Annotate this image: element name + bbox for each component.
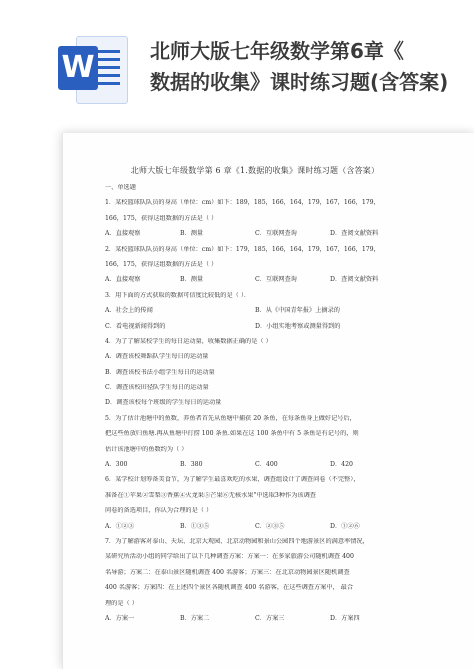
option: B．380	[180, 461, 203, 469]
option: D．①②⑥	[330, 522, 360, 530]
document-body	[105, 165, 405, 630]
question-7-cont: 某研究所活动小组的同学给出了以下几种调查方案：方案一：在多家旅游公司随机调查 400	[105, 553, 354, 561]
question-3: 3．用下面的方式获取的数据可信度比较低的是（ ）．	[105, 291, 251, 299]
option: D．小组实地考察或测量得到的	[255, 322, 341, 330]
question-5: 5．为了估计池塘中的鱼数，养鱼者首先从鱼塘中捕获 20 条鱼，在每条鱼身上做好记号后，	[105, 414, 356, 422]
word-document-icon	[58, 34, 130, 104]
option: C．调查该校田径队学生每日的运动量	[105, 384, 209, 392]
option: A．300	[105, 461, 128, 469]
question-7-cont: 名导游；方案二：在泰山景区随机调查 400 名游客；方案三：在北京动物园景区随机调查	[105, 568, 350, 576]
option: B．测量	[180, 276, 204, 284]
question-1-options	[105, 230, 405, 238]
option: C．看电视新闻得到的	[105, 322, 166, 330]
banner-title	[150, 36, 466, 98]
question-2-options	[105, 276, 405, 284]
question-6-cont: 准备在①苹果②雪梨③香蕉④火龙果⑤芒果⑥无核水果"中选取3种作为该调查	[105, 491, 316, 499]
option: C．②③⑤	[255, 522, 285, 530]
option: A．直接观察	[105, 276, 141, 284]
question-7-cont: 400 名游客；方案四：在上述四个景区各随机调查 400 名游客，在这些调查方案中， 最合	[105, 584, 354, 592]
document-banner	[0, 0, 474, 130]
option: A．方案一	[105, 614, 135, 622]
question-4: 4．为了了解某校学生的每日运动量，收集数据正确的是（ ）	[105, 337, 272, 345]
question-7: 7．为了解游客对泰山、天坛、北京大观园、北京动物园和景山公园四个地游景区的满意率情况，	[105, 537, 369, 545]
option: A．调查该校舞蹈队学生每日的运动量	[105, 353, 209, 361]
option: C．400	[255, 461, 278, 469]
question-6: 6．某学校计划筹备美食节，为了解学生最喜欢吃的水果，调查组设计了调查问卷（不完整），	[105, 476, 360, 484]
question-3-options-row-2	[105, 323, 405, 331]
question-5-options	[105, 461, 405, 469]
option: B．从《中国青年报》上摘录的	[255, 307, 340, 315]
question-1-cont: 166，175，获得这组数据的方法是（ ）	[105, 214, 218, 222]
option: C．互联网查询	[255, 230, 297, 238]
question-6-cont: 问卷的备选项目，你认为合理的是（ ）	[105, 507, 213, 515]
option: B．调查该校书法小组学生每日的运动量	[105, 368, 215, 376]
option: B．①③⑤	[180, 522, 210, 530]
document-title: 北师大版七年级数学第 6 章《1.数据的收集》课时练习题（含答案）	[130, 166, 380, 175]
question-3-options-row-1	[105, 307, 405, 315]
banner-title-line-2: 数据的收集》课时练习题(含答案)	[150, 70, 449, 94]
option: B．方案二	[180, 614, 210, 622]
banner-title-line-1: 北师大版七年级数学第6章《	[150, 39, 404, 63]
option: A．社会上的传闻	[105, 307, 153, 315]
word-icon-letter: W	[58, 46, 98, 90]
question-7-options	[105, 615, 405, 623]
option: D．方案四	[330, 614, 360, 622]
option: D．查阅文献资料	[330, 276, 379, 284]
option: D．420	[330, 461, 353, 469]
question-5-cont: 估计该池塘中的鱼数约为（ ）	[105, 445, 188, 453]
option: B．测量	[180, 230, 204, 238]
question-2-cont: 166，175，获得这组数据的方法是（ ）	[105, 260, 218, 268]
question-2: 2．某校篮球队队员的身高（单位：cm）如下：179，185，166，164，179，167，166，179，	[105, 245, 380, 253]
section-heading: 一、单选题	[105, 184, 136, 191]
question-7-cont: 理的是（ ）	[105, 599, 138, 607]
document-page-preview	[62, 133, 474, 669]
option: D．查阅文献资料	[330, 230, 379, 238]
option: C．互联网查询	[255, 276, 297, 284]
option: A．直接观察	[105, 230, 141, 238]
question-5-cont: 把这些鱼放归鱼塘.再从鱼塘中打捞 100 条鱼.如果在这 100 条鱼中有 5 条鱼是有记号的，则	[105, 430, 359, 438]
option: A．①②③	[105, 522, 135, 530]
question-1: 1．某校篮球队队员的身高（单位：cm）如下：189，185，166，164，179，167，166，179，	[105, 199, 380, 207]
option: D．调查该校每个班级的学生每日的运动量	[105, 399, 222, 407]
option: C．方案三	[255, 614, 285, 622]
question-6-options	[105, 523, 405, 531]
